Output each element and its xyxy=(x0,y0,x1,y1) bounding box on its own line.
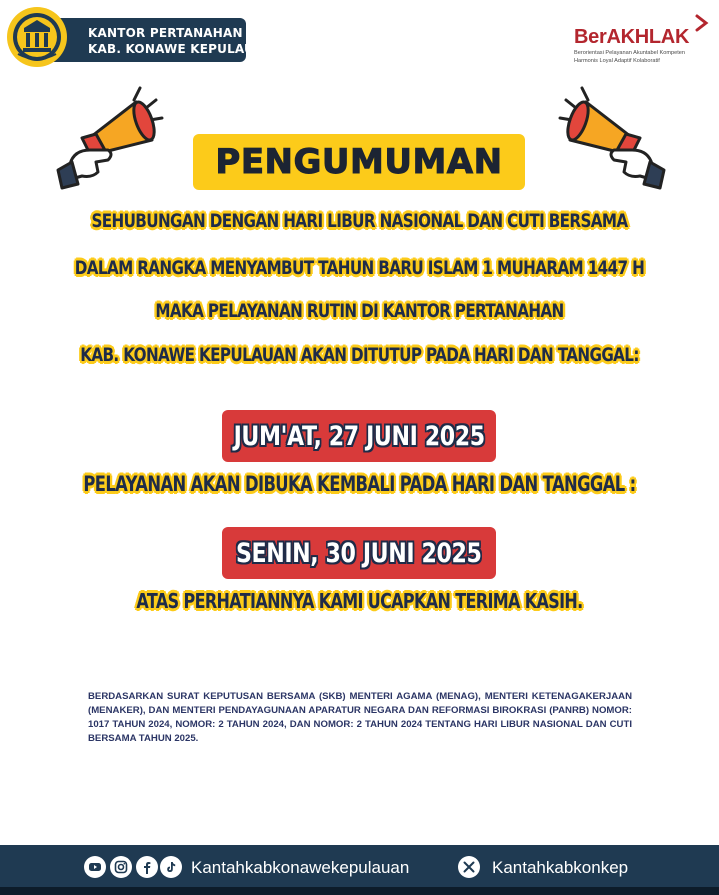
x-icon[interactable] xyxy=(458,856,480,878)
facebook-icon[interactable] xyxy=(136,856,158,878)
megaphone-icon xyxy=(550,80,670,190)
announcement-title: PENGUMUMAN xyxy=(215,142,503,182)
instagram-icon[interactable] xyxy=(110,856,132,878)
office-logo xyxy=(6,6,274,68)
office-name-line2: KAB. KONAWE KEPULAUAN xyxy=(88,42,274,56)
berakhlak-logo xyxy=(574,14,714,70)
x-handle[interactable]: Kantahkabkonkep xyxy=(492,858,629,877)
announcement-line-3: MAKA PELAYANAN RUTIN DI KANTOR PERTANAHAN xyxy=(155,300,564,322)
footer-bottom-strip xyxy=(0,887,719,895)
office-name-line1: KANTOR PERTANAHAN xyxy=(88,26,243,40)
thanks-text: ATAS PERHATIANNYA KAMI UCAPKAN TERIMA KASIH. xyxy=(136,589,583,613)
chevron-right-icon xyxy=(694,14,710,32)
announcement-line-2: DALAM RANGKA MENYAMBUT TAHUN BARU ISLAM 1 MUHARAM 1447 H xyxy=(74,257,645,279)
closed-date-badge xyxy=(222,410,496,462)
tiktok-icon[interactable] xyxy=(160,856,182,878)
berakhlak-tagline-1: Berorientasi Pelayanan Akuntabel Kompeten xyxy=(574,50,686,56)
announcement-line-1: SEHUBUNGAN DENGAN HARI LIBUR NASIONAL DAN CUTI BERSAMA xyxy=(91,210,628,232)
agency-seal-icon xyxy=(6,6,68,68)
reopen-date: SENIN, 30 JUNI 2025 xyxy=(236,537,482,569)
reopen-text: PELAYANAN AKAN DIBUKA KEMBALI PADA HARI DAN TANGGAL : xyxy=(83,472,636,496)
berakhlak-tagline-2: Harmonis Loyal Adaptif Kolaboratif xyxy=(574,58,660,64)
closed-date: JUM'AT, 27 JUNI 2025 xyxy=(233,420,485,452)
youtube-icon[interactable] xyxy=(84,856,106,878)
berakhlak-title: BerAKHLAK xyxy=(574,26,690,48)
announcement-title-box xyxy=(193,134,525,190)
legal-basis-footnote: BERDASARKAN SURAT KEPUTUSAN BERSAMA (SKB) MENTERI AGAMA (MENAG), MENTERI KETENAGAKERJAAN (MENAKER), DAN MENTERI PENDAYAGUNAAN APARATUR NEGARA DAN REFORMASI BIROKRASI (PANRB) NOMOR: 1017 TAHUN 2024, NOMOR: 2 TAHUN 2024, DAN NOMOR: 2 TAHUN 2024 TENTANG HARI LIBUR NASIONAL DAN CUTI BERSAMA TAHUN 2025. xyxy=(88,691,632,744)
social-handle[interactable]: Kantahkabkonawekepulauan xyxy=(191,858,410,877)
announcement-line-4: KAB. KONAWE KEPULAUAN AKAN DITUTUP PADA HARI DAN TANGGAL: xyxy=(80,344,639,366)
reopen-date-badge xyxy=(222,527,496,579)
megaphone-icon xyxy=(52,80,172,190)
